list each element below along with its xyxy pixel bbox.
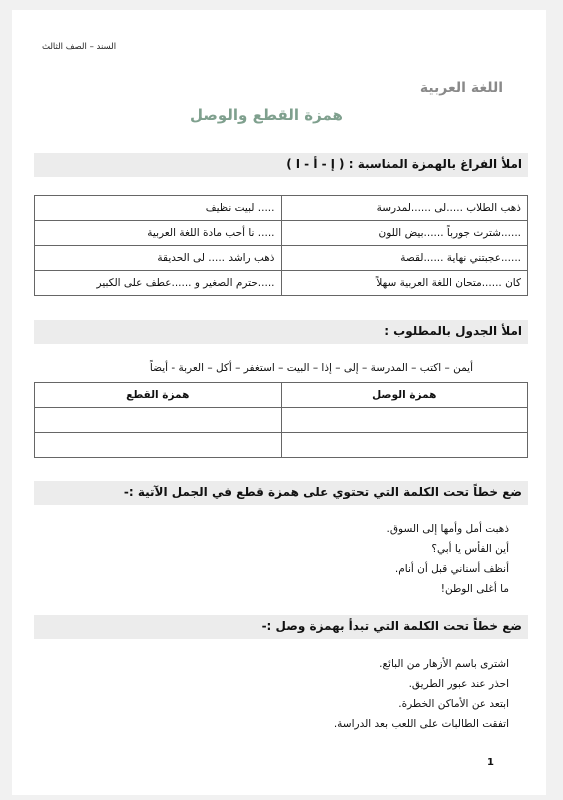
table-cell: ......عجبتني نهاية ......لقصة xyxy=(281,246,528,271)
word-bank: أيمن – اكتب – المدرسة – إلى – إذا – البيت – استغفر – أكل – العربة - أيضاً xyxy=(149,362,473,374)
answer-cell[interactable] xyxy=(35,433,282,458)
answer-cell[interactable] xyxy=(35,408,282,433)
column-header-wasl: همزة الوصل xyxy=(281,383,528,408)
sentence: ذهبت أمل وأمها إلى السوق. xyxy=(386,523,509,535)
table-cell: .....حترم الصغير و ......عطف على الكبير xyxy=(35,271,282,296)
table-row xyxy=(35,246,528,271)
table-row xyxy=(35,408,528,433)
table-cell: ..... نا أحب مادة اللغة العربية xyxy=(35,221,282,246)
sentence: احذر عند عبور الطريق. xyxy=(408,678,509,690)
sentence: ما أغلى الوطن! xyxy=(440,583,509,595)
sentence: أنظف أسناني قبل أن أنام. xyxy=(394,563,509,575)
classification-table xyxy=(34,382,528,458)
section2-header xyxy=(34,320,528,344)
sentence: اشترى باسم الأزهار من البائع. xyxy=(379,658,509,670)
table-cell: ذهب الطلاب .....لى ......لمدرسة xyxy=(281,196,528,221)
table-row xyxy=(35,196,528,221)
section4-sentences xyxy=(334,654,509,734)
section3-instruction: ضع خطاً تحت الكلمة التي تحتوي على همزة قطع في الجمل الآتية :- xyxy=(123,485,522,499)
subject-title: اللغة العربية xyxy=(419,80,503,96)
section1-header xyxy=(34,153,528,177)
table-cell: ..... لبيت نظيف xyxy=(35,196,282,221)
table-row xyxy=(35,271,528,296)
section2-instruction: املأ الجدول بالمطلوب : xyxy=(384,324,522,338)
section4-instruction: ضع خطاً تحت الكلمة التي تبدأ بهمزة وصل :- xyxy=(261,619,522,633)
table-row xyxy=(35,433,528,458)
table-cell: ذهب راشد ..... لى الحديقة xyxy=(35,246,282,271)
answer-cell[interactable] xyxy=(281,433,528,458)
section3-sentences xyxy=(387,519,509,599)
page-number: 1 xyxy=(487,757,494,768)
section4-header xyxy=(34,615,528,639)
section3-header xyxy=(34,481,528,505)
answer-cell[interactable] xyxy=(281,408,528,433)
sentence: ابتعد عن الأماكن الخطرة. xyxy=(398,698,509,710)
lesson-title: همزة القطع والوصل xyxy=(190,106,343,124)
section1-instruction: املأ الفراغ بالهمزة المناسبة : ( إ - أ - ا ) xyxy=(286,157,522,171)
table-cell: ......شترت جورباً ......بيض اللون xyxy=(281,221,528,246)
table-cell: كان ......متحان اللغة العربية سهلاً xyxy=(281,271,528,296)
sentence: اتفقت الطالبات على اللعب بعد الدراسة. xyxy=(333,718,509,730)
column-header-qat: همزة القطع xyxy=(35,383,282,408)
table-header-row xyxy=(35,383,528,408)
sentence: أين الفأس يا أبي؟ xyxy=(431,543,509,555)
fill-blanks-table xyxy=(34,195,528,296)
table-row xyxy=(35,221,528,246)
header-note: السند – الصف الثالث xyxy=(42,42,117,52)
